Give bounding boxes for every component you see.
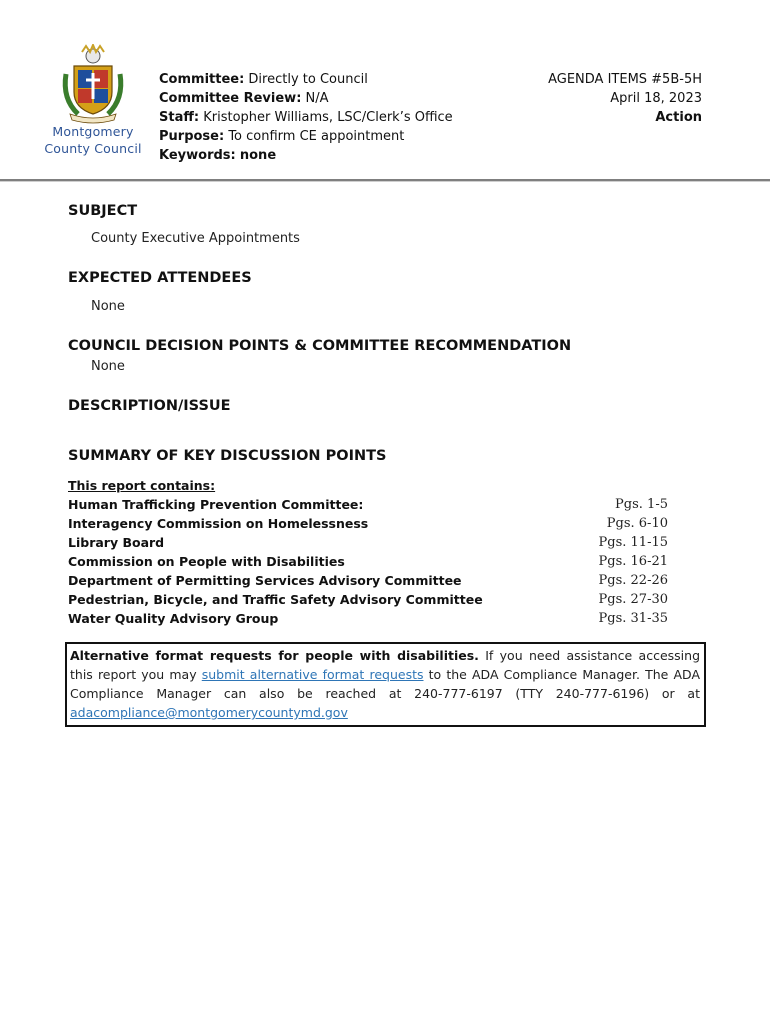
notice-text-1: If you need assistance accessing this report you may [70,648,701,682]
list-item [68,514,668,533]
list-item [68,590,668,609]
accessibility-notice [65,642,706,727]
keywords-label: Keywords: [159,148,236,163]
purpose-value: To confirm CE appointment [228,129,405,144]
review-line [159,89,479,108]
list-item [68,609,668,628]
org-name-line1: Montgomery [52,124,134,139]
agenda-block [548,70,702,127]
subject-text: County Executive Appointments [91,231,300,246]
item-name: Library Board [68,535,165,550]
subject-heading: SUBJECT [68,203,138,219]
ada-email-link[interactable]: adacompliance@montgomerycountymd.gov [70,705,348,720]
staff-value: Kristopher Williams, LSC/Clerk’s Office [203,110,453,125]
county-seal-logo [56,44,130,124]
header-divider-shadow [0,181,770,182]
attendees-heading: EXPECTED ATTENDEES [68,270,252,286]
item-pages: Pgs. 22-26 [598,573,668,588]
item-name: Pedestrian, Bicycle, and Traffic Safety Advisory Committee [68,592,483,607]
header-meta [159,70,479,165]
report-intro: This report contains: [68,478,216,493]
item-pages: Pgs. 1-5 [615,497,668,512]
list-item [68,552,668,571]
description-heading: DESCRIPTION/ISSUE [68,398,231,414]
attendees-text: None [91,299,125,314]
item-pages: Pgs. 6-10 [606,516,668,531]
staff-line [159,108,479,127]
item-pages: Pgs. 27-30 [598,592,668,607]
alternative-format-link[interactable]: submit alternative format requests [201,667,424,682]
report-intro-row [68,476,668,495]
keywords-line [159,146,479,165]
list-item [68,571,668,590]
item-name: Interagency Commission on Homelessness [68,516,369,531]
item-pages: Pgs. 31-35 [598,611,668,626]
item-pages: Pgs. 16-21 [598,554,668,569]
staff-label: Staff: [159,110,200,125]
org-name-line2: County Council [44,141,142,156]
summary-heading: SUMMARY OF KEY DISCUSSION POINTS [68,448,387,464]
action-label: Action [655,110,702,125]
review-label: Committee Review: [159,91,302,106]
item-pages: Pgs. 11-15 [598,535,668,550]
org-name [38,123,148,157]
decision-heading: COUNCIL DECISION POINTS & COMMITTEE RECOMMENDATION [68,338,572,354]
review-value: N/A [305,91,329,106]
list-item [68,495,668,514]
report-contents [68,476,668,628]
meeting-date: April 18, 2023 [610,91,702,106]
item-name: Human Trafficking Prevention Committee: [68,497,364,512]
item-name: Water Quality Advisory Group [68,611,279,626]
keywords-value: none [239,148,277,163]
agenda-items: AGENDA ITEMS #5B-5H [548,72,702,87]
item-name: Commission on People with Disabilities [68,554,345,569]
purpose-line [159,127,479,146]
committee-label: Committee: [159,72,245,87]
notice-lead: Alternative format requests for people with disabilities. [70,648,479,663]
notice-text-2: to the ADA Compliance Manager. The ADA Compliance Manager can also be reached at 240-777-6197 (TTY 240-777-6196) or at [70,667,700,701]
committee-value: Directly to Council [248,72,368,87]
list-item [68,533,668,552]
committee-line [159,70,479,89]
decision-text: None [91,359,125,374]
item-name: Department of Permitting Services Advisory Committee [68,573,462,588]
purpose-label: Purpose: [159,129,225,144]
